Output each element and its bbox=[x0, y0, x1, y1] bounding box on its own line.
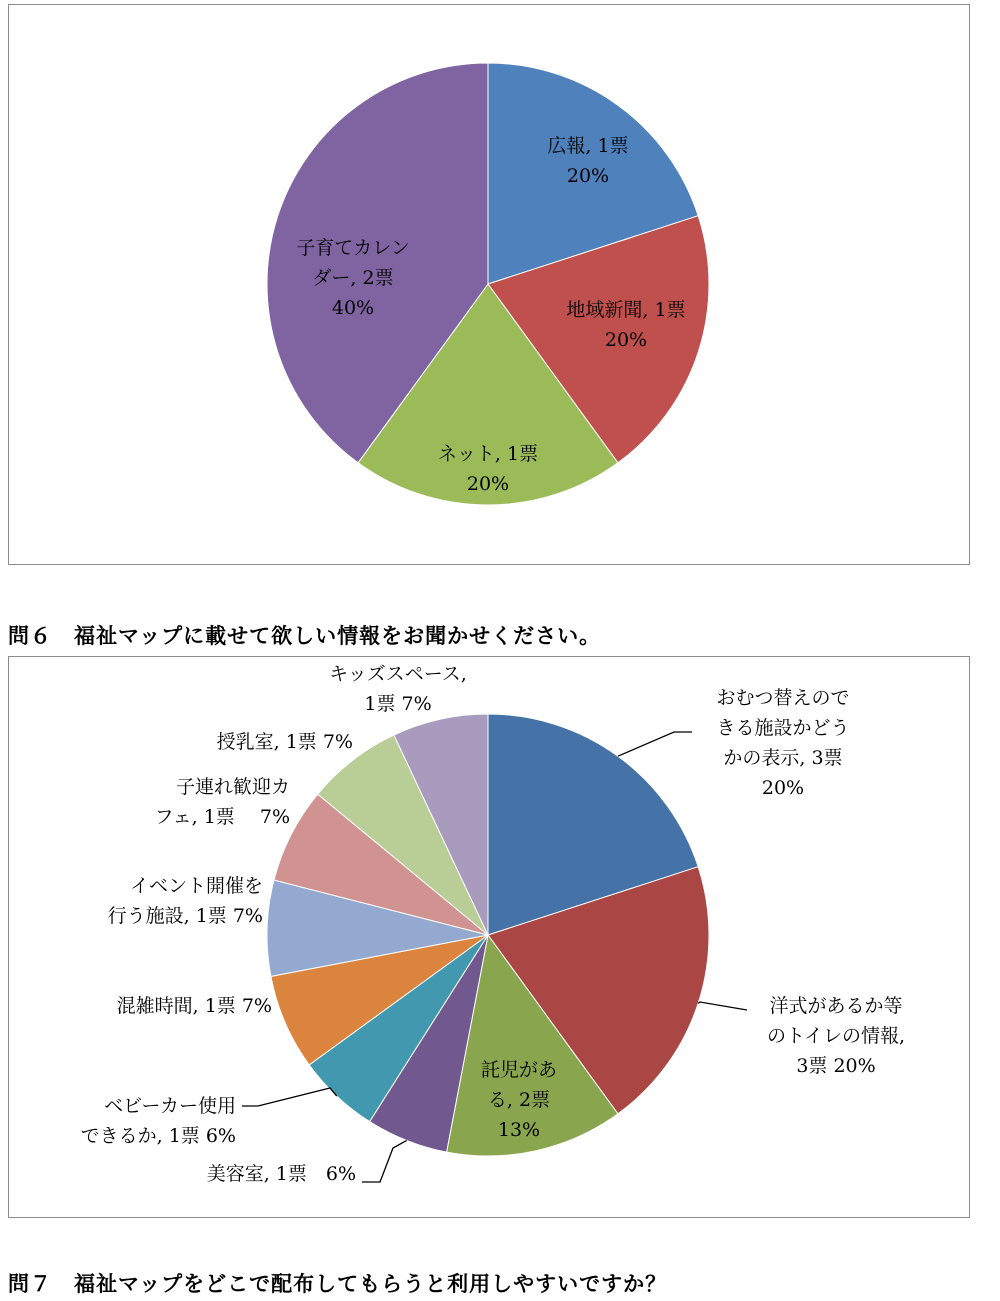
data-label: 広報, 1票 20% bbox=[547, 135, 629, 187]
data-label: 託児がある, 2票 13% bbox=[480, 1059, 558, 1141]
question-7-heading: 問７ 福祉マップをどこで配布してもらうと利用しやすいですか？ bbox=[8, 1272, 668, 1296]
data-label: 洋式があるか等のトイレの情報, 3票 20% bbox=[766, 995, 906, 1077]
data-label: イベント開催を行う施設, 1票 7% bbox=[107, 875, 263, 927]
data-label: 地域新聞, 1票 20% bbox=[566, 299, 686, 351]
data-label: 美容室, 1票 6% bbox=[206, 1163, 356, 1185]
leader-line bbox=[362, 1140, 407, 1182]
pie-chart-2 bbox=[81, 663, 905, 1185]
data-label: キッズスペース, 1票 7% bbox=[329, 663, 467, 715]
data-label: 授乳室, 1票 7% bbox=[216, 731, 353, 753]
data-label: ネット, 1票 20% bbox=[437, 443, 539, 495]
data-label: おむつ替えのできる施設かどうかの表示, 3票 20% bbox=[716, 687, 850, 799]
leader-line bbox=[618, 732, 692, 756]
data-label: ベビーカー使用できるか, 1票 6% bbox=[80, 1095, 236, 1147]
data-label: 混雑時間, 1票 7% bbox=[116, 995, 272, 1017]
question-6-heading: 問６ 福祉マップに載せて欲しい情報をお聞かせください。 bbox=[8, 624, 602, 648]
leader-line bbox=[698, 1002, 747, 1010]
data-label: 子連れ歓迎カフェ, 1票 7% bbox=[154, 776, 290, 828]
data-label: 子育てカレンダー, 2票 40% bbox=[296, 237, 410, 319]
leader-line bbox=[242, 1088, 337, 1106]
pie-chart-1 bbox=[267, 63, 709, 505]
